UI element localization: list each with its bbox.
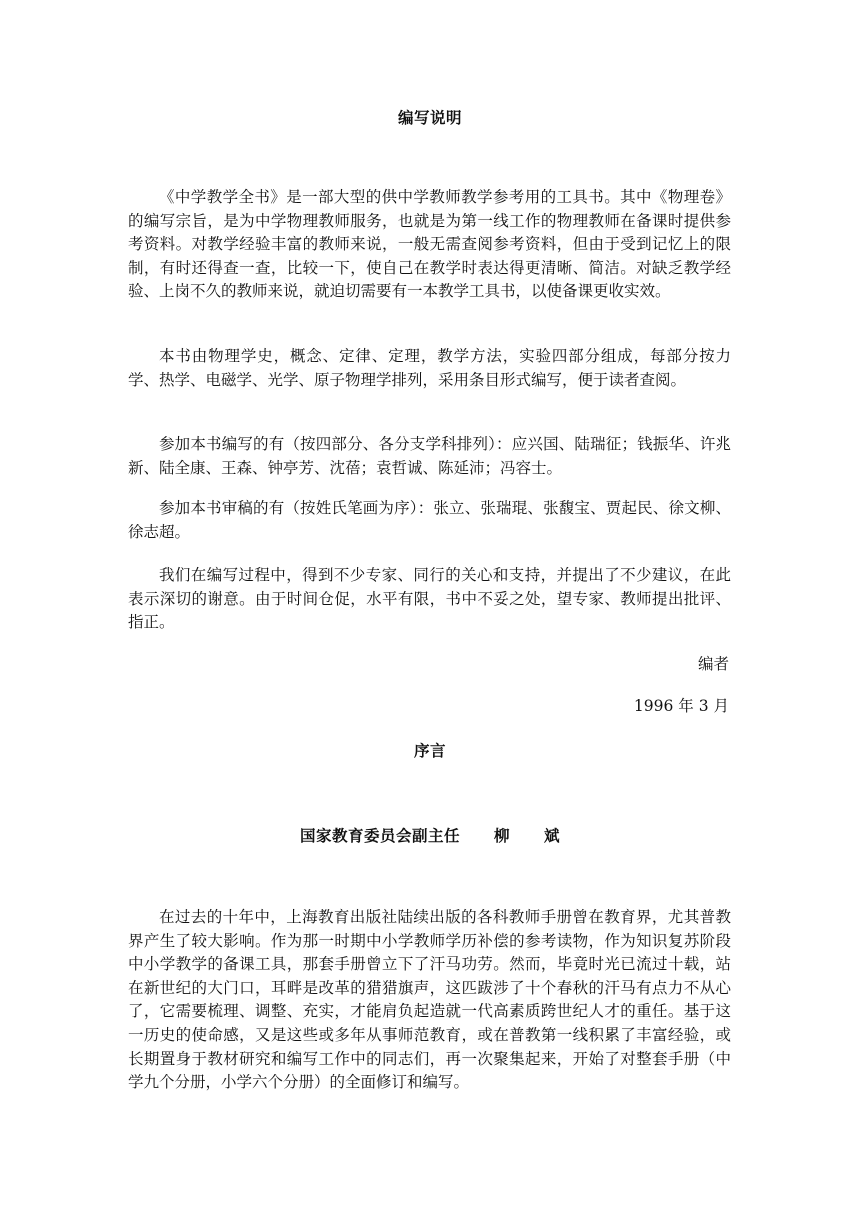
signature: 编者 (697, 655, 729, 673)
author-name-first: 柳 (493, 827, 510, 845)
author-name-second: 斌 (544, 827, 561, 845)
paragraph-3: 参加本书编写的有（按四部分、各分支学科排列）：应兴国、陆瑞征；钱振华、许兆新、陆全康、王森、钟亭芳、沈蓓；袁哲诚、陈延沛；冯容士。 (128, 435, 731, 477)
paragraph-1: 《中学教学全书》是一部大型的供中学教师教学参考用的工具书。其中《物理卷》的编写宗旨，是为中学物理教师服务，也就是为第一线工作的物理教师在备课时提供参考资料。对教学经验丰富的教师来说，一般无需查阅参考资料，但由于受到记忆上的限制，有时还得查一查，比较一下，使自己在教学时表达得更清晰、简洁。对缺乏教学经验、上岗不久的教师来说，就迫切需要有一本教学工具书，以使备课更收实效。 (128, 188, 731, 301)
date: 1996 年 3 月 (633, 697, 729, 715)
paragraph-2: 本书由物理学史，概念、定律、定理，教学方法，实验四部分组成，每部分按力学、热学、电磁学、光学、原子物理学排列，采用条目形式编写，便于读者查阅。 (128, 347, 731, 389)
section-title-preface: 序言 (413, 742, 446, 760)
author-title: 国家教育委员会副主任 (299, 827, 460, 845)
section-title-writing-notes: 编写说明 (397, 109, 462, 127)
preface-paragraph-1: 在过去的十年中，上海教育出版社陆续出版的各科教师手册曾在教育界，尤其普教界产生了较大影响。作为那一时期中小学教师学历补偿的参考读物，作为知识复苏阶段中小学教学的备课工具，那套手册曾立下了汗马功劳。然而，毕竟时光已流过十载，站在新世纪的大门口，耳畔是改革的猎猎旗声，这匹跋涉了十个春秋的汗马有点力不从心了，它需要梳理、调整、充实，才能肩负起造就一代高素质跨世纪人才的重任。基于这一历史的使命感，又是这些或多年从事师范教育，或在普教第一线积累了丰富经验，或长期置身于教材研究和编写工作中的同志们，再一次聚集起来，开始了对整套手册（中学九个分册，小学六个分册）的全面修订和编写。 (128, 908, 731, 1092)
paragraph-4: 参加本书审稿的有（按姓氏笔画为序）：张立、张瑞琨、张馥宝、贾起民、徐文柳、徐志超。 (128, 499, 731, 541)
preface-author-line (0, 824, 860, 846)
paragraph-5: 我们在编写过程中，得到不少专家、同行的关心和支持，并提出了不少建议，在此表示深切的谢意。由于时间仓促，水平有限，书中不妥之处，望专家、教师提出批评、指正。 (128, 566, 731, 632)
